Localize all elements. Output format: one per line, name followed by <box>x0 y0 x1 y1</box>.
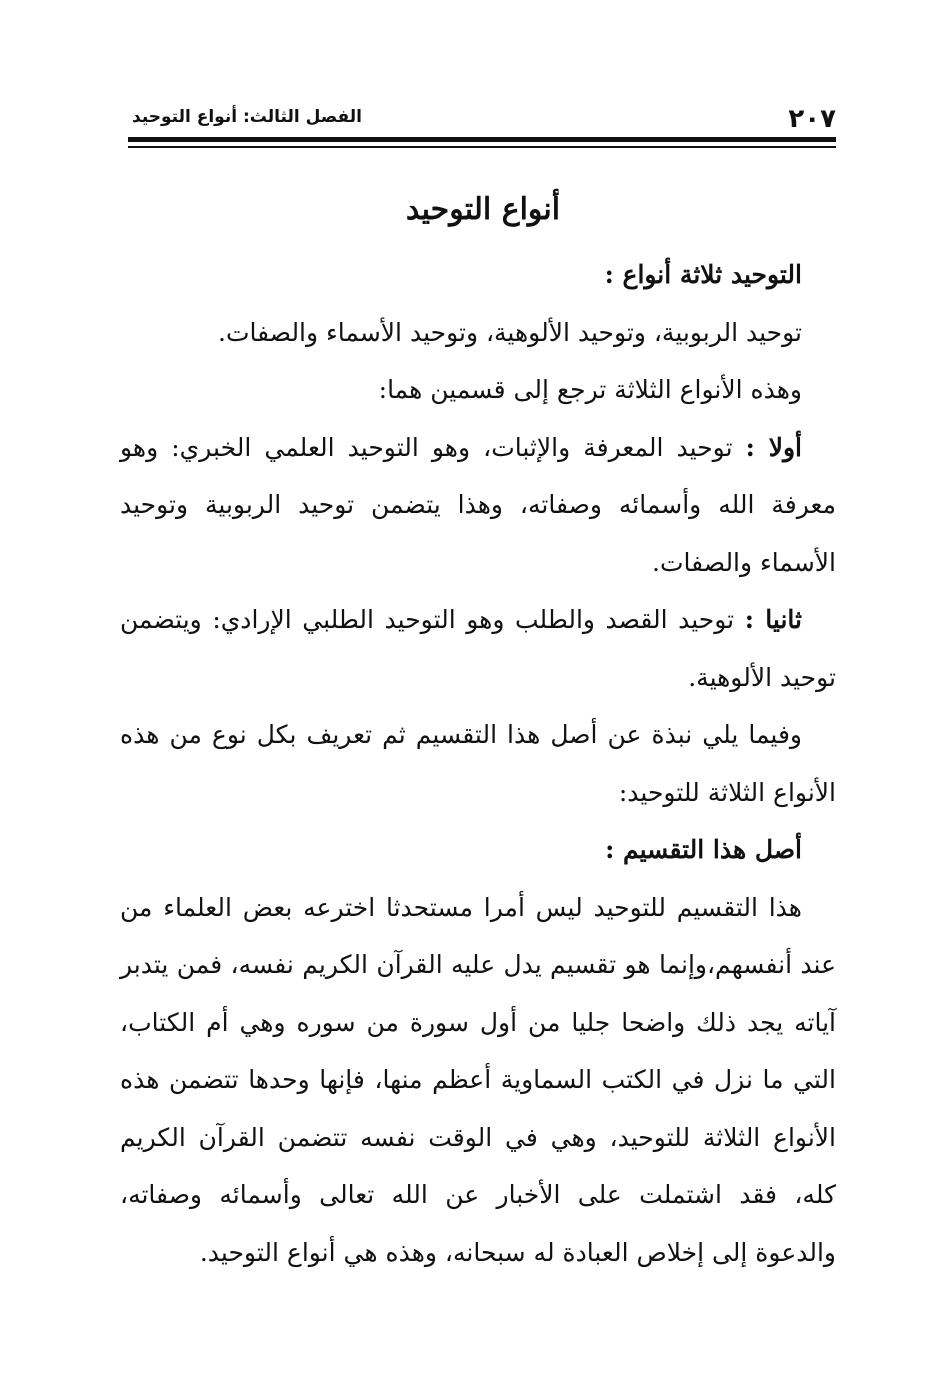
paragraph-overview: وفيما يلي نبذة عن أصل هذا التقسيم ثم تعريف بكل نوع من هذه الأنواع الثلاثة للتوحيد: <box>120 720 836 807</box>
paragraph-second-category <box>120 591 836 706</box>
running-title: الفصل الثالث: أنواع التوحيد <box>132 107 362 127</box>
page-body <box>120 180 836 1281</box>
paragraph-two-categories: وهذه الأنواع الثلاثة ترجع إلى قسمين هما: <box>378 375 802 404</box>
origin-heading: أصل هذا التقسيم : <box>605 835 802 864</box>
paragraph-origin: هذا التقسيم للتوحيد ليس أمرا مستحدثا اخترعه بعض العلماء من عند أنفسهم،وإنما هو تقسيم يدل عليه القرآن الكريم نفسه، فمن يتدبر آياته يجد ذلك واضحا جليا من أول سورة من سوره وهي أم الكتاب، التي ما نزل في الكتب السماوية أعظم منها، فإنها وحدها تتضمن هذه الأنواع الثلاثة للتوحيد، وهي في الوقت نفسه تتضمن القرآن الكريم كله، فقد اشتملت على الأخبار عن الله تعالى وأسمائه وصفاته، والدعوة إلى إخلاص العبادة له سبحانه، وهذه هي أنواع التوحيد. <box>120 892 836 1267</box>
header-rule-thick <box>128 137 836 142</box>
paragraph-types-list: توحيد الربوبية، وتوحيد الألوهية، وتوحيد الأسماء والصفات. <box>218 317 802 347</box>
paragraph-first-category <box>120 419 836 592</box>
second-text: توحيد القصد والطلب وهو التوحيد الطلبي الإرادي: ويتضمن توحيد الألوهية. <box>120 605 836 692</box>
header-rule-thin <box>128 146 836 148</box>
page-number: ٢٠٧ <box>788 104 836 134</box>
running-header <box>128 96 836 136</box>
intro-heading: التوحيد ثلاثة أنواع : <box>604 260 802 289</box>
second-lead: ثانيا : <box>744 605 802 634</box>
section-title: أنواع التوحيد <box>405 192 561 227</box>
first-lead: أولا : <box>745 432 802 462</box>
first-text: توحيد المعرفة والإثبات، وهو التوحيد العلمي الخبري: وهو معرفة الله وأسمائه وصفاته، وهذا يتضمن توحيد الربوبية وتوحيد الأسماء والصفات. <box>120 432 836 577</box>
